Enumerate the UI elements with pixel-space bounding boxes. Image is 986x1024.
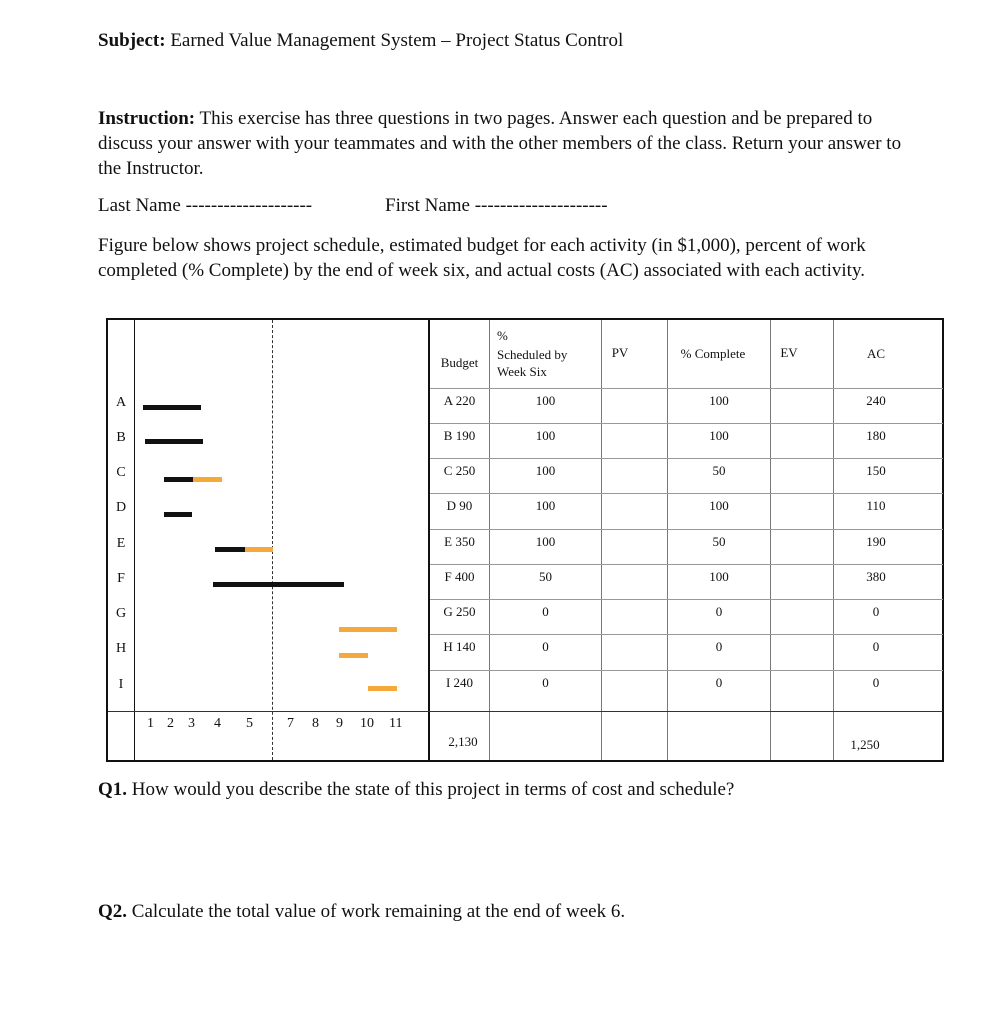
scheduled-cell: 50 bbox=[539, 569, 552, 584]
week-six-marker bbox=[272, 320, 273, 760]
ac-cell: 0 bbox=[872, 639, 880, 654]
activity-label: C bbox=[116, 465, 126, 480]
instruction-paragraph bbox=[98, 106, 918, 181]
gantt-bar-i-remaining bbox=[368, 686, 397, 691]
q2-text: Calculate the total value of work remaining at the end of week 6. bbox=[127, 901, 626, 922]
question-1 bbox=[98, 777, 734, 802]
week-label: 7 bbox=[287, 716, 294, 731]
complete-cell: 50 bbox=[712, 463, 726, 478]
budget-cell: I 240 bbox=[445, 675, 474, 690]
ac-cell: 380 bbox=[866, 569, 886, 584]
complete-cell: 50 bbox=[712, 534, 726, 549]
week-label: 10 bbox=[360, 716, 374, 731]
scheduled-cell: 100 bbox=[535, 428, 556, 443]
week-label: 11 bbox=[389, 716, 403, 731]
header-scheduled-line1: Scheduled by bbox=[497, 347, 568, 362]
header-complete: % Complete bbox=[680, 346, 746, 361]
subject-line bbox=[98, 28, 623, 53]
budget-cell: F 400 bbox=[444, 569, 475, 584]
ac-cell: 190 bbox=[866, 534, 886, 549]
budget-cell: B 190 bbox=[443, 428, 476, 443]
complete-cell: 100 bbox=[709, 428, 729, 443]
week-label: 9 bbox=[336, 716, 343, 731]
activity-label: H bbox=[115, 641, 127, 656]
complete-cell: 0 bbox=[715, 675, 723, 690]
row-line bbox=[430, 564, 943, 565]
gantt-bar-d-complete bbox=[164, 512, 192, 517]
week-label: 4 bbox=[214, 716, 221, 731]
budget-cell: G 250 bbox=[443, 604, 476, 619]
q1-label: Q1. bbox=[98, 779, 128, 800]
activity-label: B bbox=[116, 430, 126, 445]
ac-cell: 110 bbox=[866, 498, 886, 513]
activity-label: I bbox=[118, 677, 124, 692]
gantt-bar-f-complete bbox=[213, 582, 344, 587]
col-divider-scheduled bbox=[601, 320, 602, 760]
week-label: 2 bbox=[167, 716, 174, 731]
gantt-bar-h-remaining bbox=[339, 653, 368, 658]
question-2 bbox=[98, 899, 625, 924]
total-budget: 2,130 bbox=[448, 734, 478, 749]
complete-cell: 100 bbox=[709, 498, 729, 513]
budget-cell: H 140 bbox=[443, 639, 476, 654]
col-divider-complete bbox=[770, 320, 771, 760]
gantt-bar-b-complete bbox=[145, 439, 203, 444]
activity-label: F bbox=[117, 571, 125, 586]
gantt-bar-g-remaining bbox=[339, 627, 397, 632]
scheduled-cell: 100 bbox=[535, 534, 556, 549]
header-ac: AC bbox=[866, 346, 886, 361]
scheduled-cell: 0 bbox=[542, 604, 549, 619]
week-label: 1 bbox=[147, 716, 154, 731]
q2-label: Q2. bbox=[98, 901, 128, 922]
week-label: 8 bbox=[312, 716, 319, 731]
row-line bbox=[430, 529, 943, 530]
complete-cell: 100 bbox=[709, 393, 729, 408]
ac-cell: 150 bbox=[866, 463, 886, 478]
scheduled-cell: 100 bbox=[535, 393, 556, 408]
totals-line bbox=[108, 711, 943, 712]
row-line bbox=[430, 423, 943, 424]
gantt-bar-c-complete bbox=[164, 477, 193, 482]
row-line bbox=[430, 634, 943, 635]
scheduled-cell: 0 bbox=[542, 639, 549, 654]
scheduled-cell: 100 bbox=[535, 498, 556, 513]
complete-cell: 0 bbox=[715, 639, 723, 654]
subject-text: Earned Value Management System – Project Status Control bbox=[165, 30, 624, 51]
first-name-field: First Name --------------------- bbox=[385, 195, 608, 216]
week-label: 3 bbox=[188, 716, 195, 731]
row-line bbox=[430, 388, 943, 389]
instruction-text: This exercise has three questions in two pages. Answer each question and be prepared to discuss your answer with your teammates and with the other members of the class. Return your answer to the Instructor. bbox=[98, 108, 902, 179]
ac-cell: 240 bbox=[866, 393, 886, 408]
budget-cell: A 220 bbox=[443, 393, 476, 408]
gantt-bar-e-complete bbox=[215, 547, 245, 552]
last-name-field: Last Name -------------------- bbox=[98, 195, 313, 216]
instruction-label: Instruction: bbox=[98, 108, 196, 129]
gantt-bar-a-complete bbox=[143, 405, 201, 410]
header-scheduled-line2: Week Six bbox=[497, 364, 547, 379]
total-ac: 1,250 bbox=[850, 737, 880, 752]
row-line bbox=[430, 458, 943, 459]
activity-label: E bbox=[116, 536, 126, 551]
header-pv: PV bbox=[611, 345, 629, 360]
ac-cell: 180 bbox=[866, 428, 886, 443]
activity-label: D bbox=[115, 500, 127, 515]
row-line bbox=[430, 599, 943, 600]
complete-cell: 100 bbox=[709, 569, 729, 584]
week-label: 5 bbox=[246, 716, 253, 731]
name-fields bbox=[98, 193, 918, 218]
budget-cell: E 350 bbox=[444, 534, 475, 549]
ac-cell: 0 bbox=[872, 675, 880, 690]
row-line bbox=[430, 670, 943, 671]
header-scheduled-pct: % bbox=[497, 328, 508, 343]
q1-text: How would you describe the state of this project in terms of cost and schedule? bbox=[127, 779, 735, 800]
gantt-bar-e-remaining bbox=[245, 547, 273, 552]
activity-label: G bbox=[115, 606, 127, 621]
ac-cell: 0 bbox=[872, 604, 880, 619]
row-line bbox=[430, 493, 943, 494]
subject-label: Subject: bbox=[98, 30, 166, 51]
figure-intro: Figure below shows project schedule, estimated budget for each activity (in $1,000), percent of work completed (% Complete) by the end of week six, and actual costs (AC) associated with each activity. bbox=[98, 235, 866, 281]
header-ev: EV bbox=[780, 345, 798, 360]
budget-cell: D 90 bbox=[446, 498, 473, 513]
scheduled-cell: 100 bbox=[535, 463, 556, 478]
budget-cell: C 250 bbox=[443, 463, 476, 478]
gantt-bar-c-remaining bbox=[193, 477, 222, 482]
header-budget: Budget bbox=[440, 355, 479, 370]
scheduled-cell: 0 bbox=[542, 675, 549, 690]
complete-cell: 0 bbox=[715, 604, 723, 619]
activity-label: A bbox=[115, 395, 127, 410]
